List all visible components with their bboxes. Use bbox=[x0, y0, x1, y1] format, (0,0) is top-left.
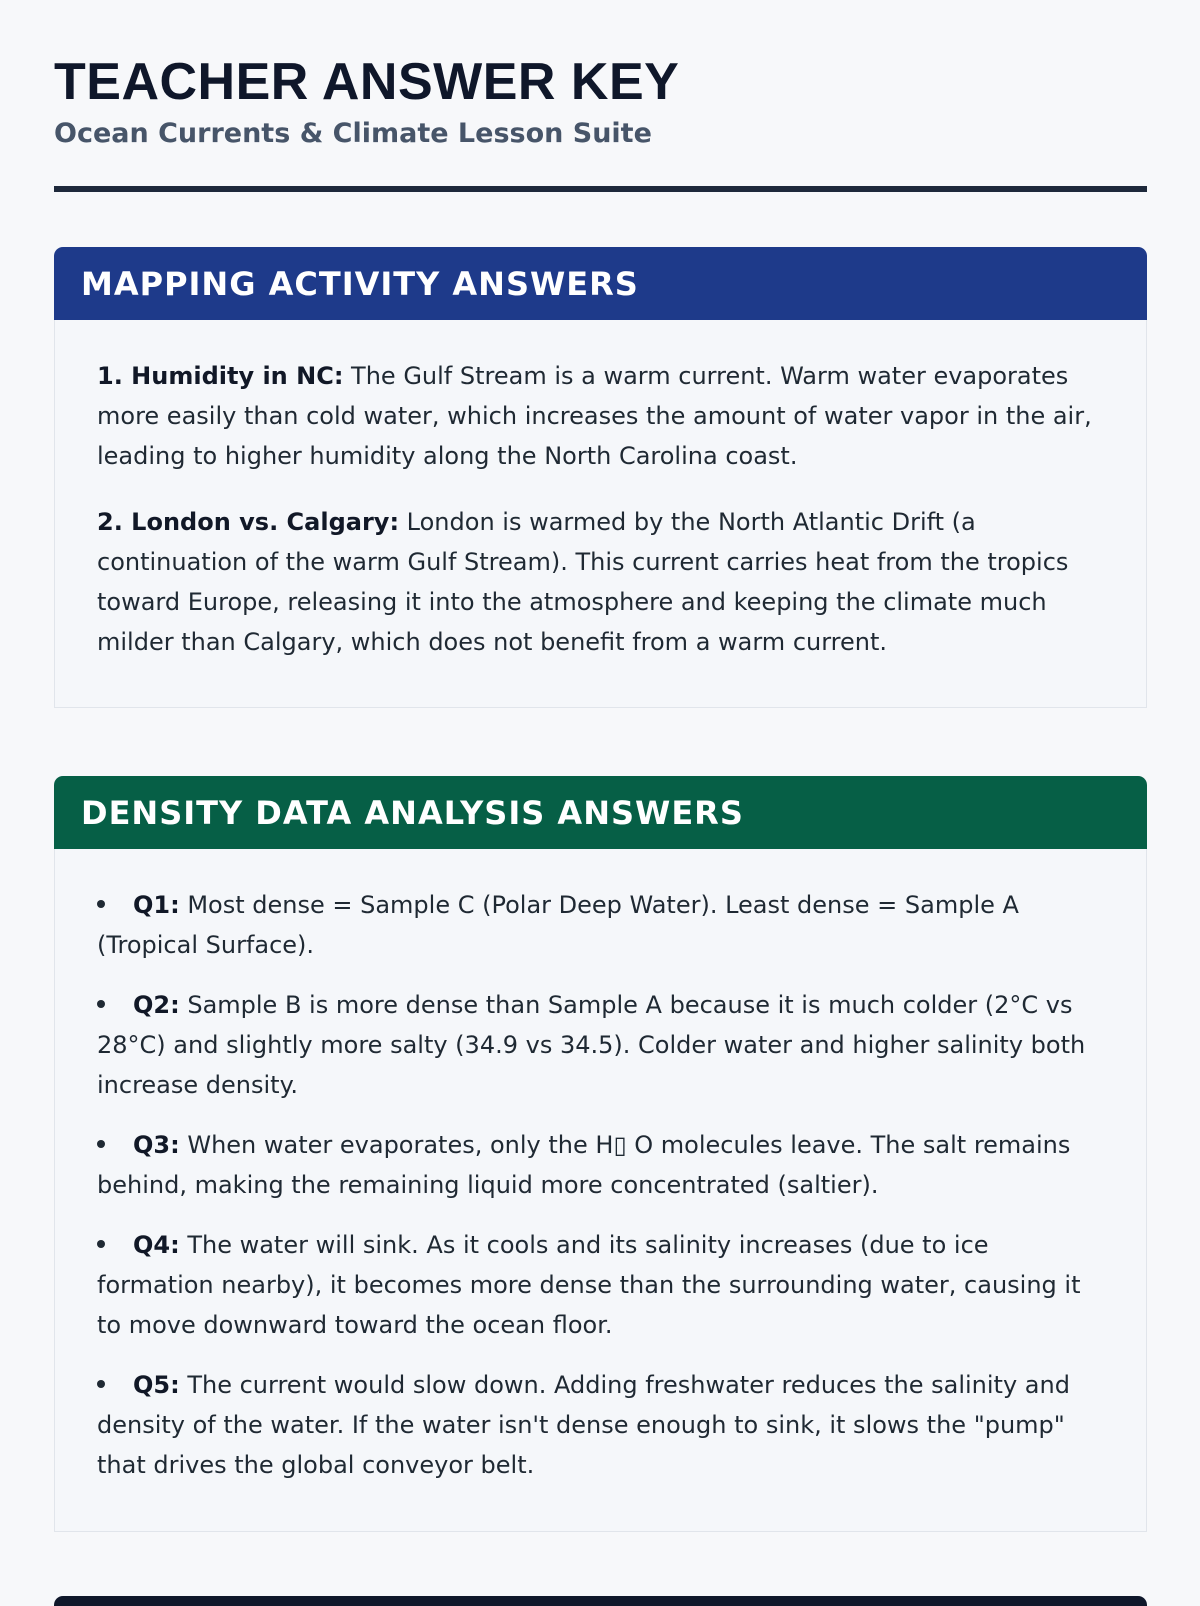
mapping-answer-1-label: 1. Humidity in NC: bbox=[97, 362, 344, 390]
mapping-answer-2-label: 2. London vs. Calgary: bbox=[97, 508, 400, 536]
bullet-icon bbox=[97, 1240, 105, 1248]
density-answer-q2 bbox=[97, 985, 1104, 1105]
density-answer-q3-label: Q3: bbox=[133, 1131, 180, 1159]
density-answer-q3-text: When water evaporates, only the H▯ O molecules leave. The salt remains behind, making the remaining liquid more concentrated (saltier). bbox=[97, 1131, 1071, 1199]
bullet-icon bbox=[97, 1000, 105, 1008]
mapping-answer-1 bbox=[97, 356, 1104, 476]
bullet-icon bbox=[97, 900, 105, 908]
density-answers-section bbox=[54, 776, 1147, 1532]
density-answer-q5 bbox=[97, 1365, 1104, 1485]
bullet-icon bbox=[97, 1140, 105, 1148]
density-section-body bbox=[54, 849, 1147, 1532]
density-answer-q4 bbox=[97, 1225, 1104, 1345]
density-answer-q3 bbox=[97, 1125, 1104, 1205]
mapping-answer-2 bbox=[97, 502, 1104, 662]
density-answer-q1-label: Q1: bbox=[133, 891, 180, 919]
page-title: TEACHER ANSWER KEY bbox=[54, 53, 680, 111]
bullet-icon bbox=[97, 1380, 105, 1388]
density-answer-q5-text: The current would slow down. Adding freshwater reduces the salinity and density of the water. If the water isn't dense enough to sink, it slows the "pump" that drives the global conveyor belt. bbox=[97, 1371, 1070, 1479]
density-answer-q2-label: Q2: bbox=[133, 991, 180, 1019]
mapping-answer-2-text: London is warmed by the North Atlantic Drift (a continuation of the warm Gulf Stream). This current carries heat from the tropics toward Europe, releasing it into the atmosphere and keeping the climate much milder than Calgary, which does not benefit from a warm current. bbox=[97, 508, 1069, 656]
title-divider bbox=[54, 186, 1147, 192]
density-answer-q2-text: Sample B is more dense than Sample A because it is much colder (2°C vs 28°C) and slightly more salty (34.9 vs 34.5). Colder water and higher salinity both increase density. bbox=[97, 991, 1086, 1099]
mapping-section-body bbox=[54, 320, 1147, 708]
density-answer-q4-label: Q4: bbox=[133, 1231, 180, 1259]
density-section-heading: DENSITY DATA ANALYSIS ANSWERS bbox=[54, 776, 1147, 849]
density-answer-q5-label: Q5: bbox=[133, 1371, 180, 1399]
mapping-answer-1-text: The Gulf Stream is a warm current. Warm water evaporates more easily than cold water, which increases the amount of water vapor in the air, leading to higher humidity along the North Carolina coast. bbox=[97, 362, 1092, 470]
density-answer-q1 bbox=[97, 885, 1104, 965]
density-answer-q4-text: The water will sink. As it cools and its salinity increases (due to ice formation nearby), it becomes more dense than the surrounding water, causing it to move downward toward the ocean floor. bbox=[97, 1231, 1081, 1339]
mapping-section-heading: MAPPING ACTIVITY ANSWERS bbox=[54, 247, 1147, 320]
page-subtitle: Ocean Currents & Climate Lesson Suite bbox=[54, 118, 652, 149]
next-section-header-edge bbox=[54, 1596, 1147, 1606]
density-answer-q1-text: Most dense = Sample C (Polar Deep Water). Least dense = Sample A (Tropical Surface). bbox=[97, 891, 1019, 959]
mapping-answers-section bbox=[54, 247, 1147, 708]
